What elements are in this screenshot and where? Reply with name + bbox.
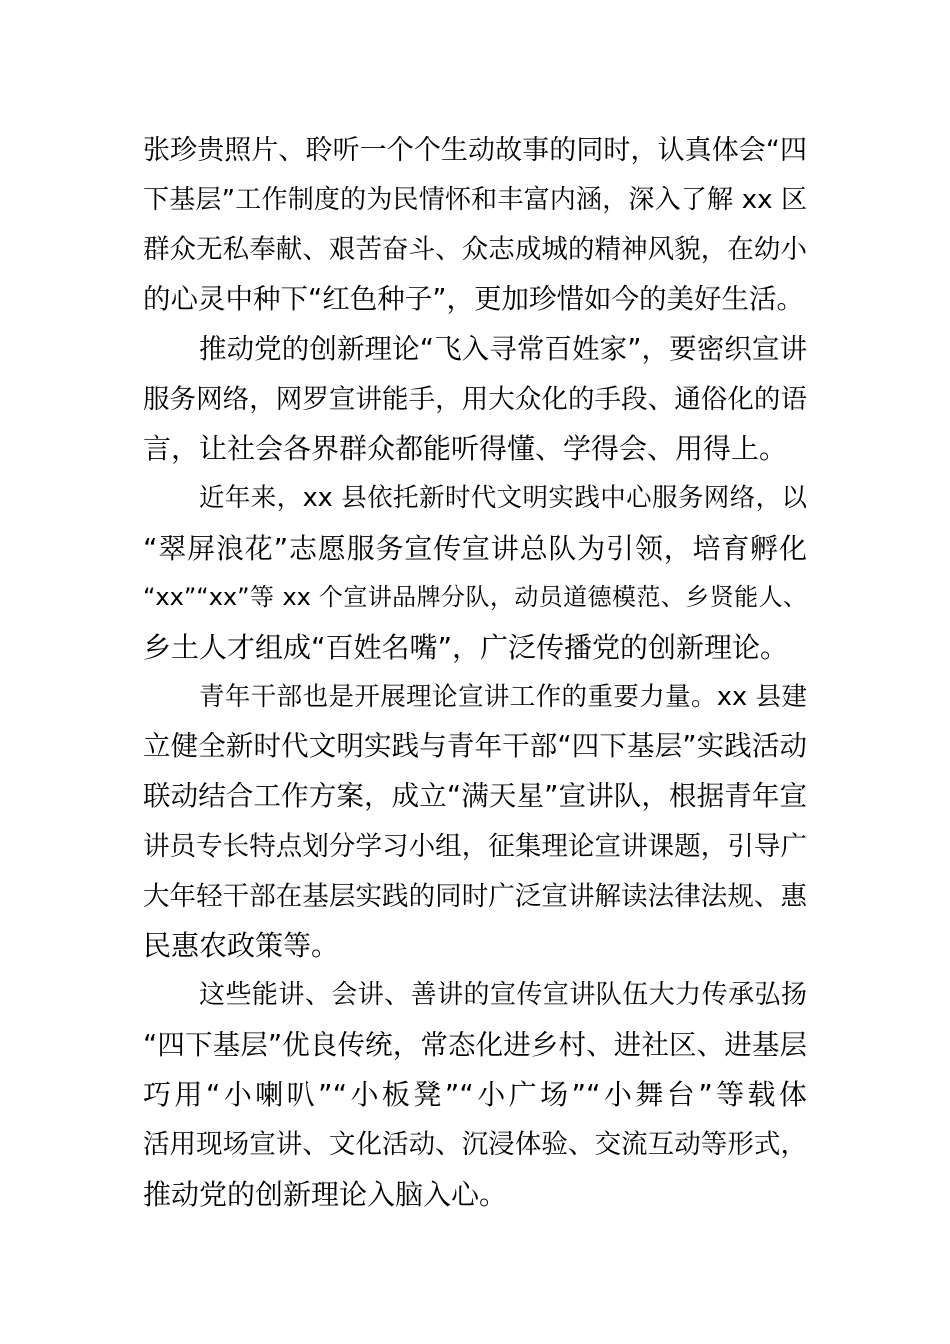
body-text: [143, 126, 807, 1219]
paragraph-first-line: 近年来，xx 县依托新时代文明实践中心服务网络，以: [199, 482, 807, 513]
text-line: “xx”“xx”等 xx 个宣讲品牌分队，动员道德模范、乡贤能人、: [143, 583, 807, 612]
text-line: 大年轻干部在基层实践的同时广泛宣讲解读法律法规、惠: [143, 880, 807, 912]
text-line: 民惠农政策等。: [143, 929, 340, 963]
text-line: 乡土人才组成“百姓名嘴”，广泛传播党的创新理论。: [143, 631, 789, 665]
paragraph-first-line: 这些能讲、会讲、善讲的宣传宣讲队伍大力传承弘扬: [199, 979, 807, 1010]
paragraph-first-line: 推动党的创新理论“飞入寻常百姓家”，要密织宣讲: [199, 332, 807, 365]
text-line: 活用现场宣讲、文化活动、沉浸体验、交流互动等形式，: [143, 1129, 807, 1161]
text-line: “四下基层”优良传统，常态化进乡村、进社区、进基层: [143, 1028, 807, 1061]
text-line: 讲员专长特点划分学习小组，征集理论宣讲课题，引导广: [143, 830, 807, 862]
text-line: “翠屏浪花”志愿服务宣传宣讲总队为引领，培育孵化: [143, 531, 807, 565]
text-line: 联动结合工作方案，成立“满天星”宣讲队，根据青年宣: [143, 780, 807, 813]
text-line: 服务网络，网罗宣讲能手，用大众化的手段、通俗化的语: [143, 383, 807, 415]
text-line: 立健全新时代文明实践与青年干部“四下基层”实践活动: [143, 730, 807, 763]
text-line: 群众无私奉献、艰苦奋斗、众志成城的精神风貌，在幼小: [143, 234, 807, 266]
text-line: 的心灵中种下“红色种子”，更加珍惜如今的美好生活。: [143, 283, 804, 316]
text-line: 下基层”工作制度的为民情怀和丰富内涵，深入了解 xx 区: [143, 184, 807, 215]
text-line: 张珍贵照片、聆听一个个生动故事的同时，认真体会“四: [143, 135, 807, 166]
paragraph-first-line: 青年干部也是开展理论宣讲工作的重要力量。xx 县建: [199, 681, 807, 712]
text-line: 巧用“小喇叭”“小板凳”“小广场”“小舞台”等载体: [143, 1078, 807, 1112]
text-line: 言，让社会各界群众都能听得懂、学得会、用得上。: [143, 432, 788, 466]
text-line: 推动党的创新理论入脑入心。: [143, 1177, 508, 1211]
